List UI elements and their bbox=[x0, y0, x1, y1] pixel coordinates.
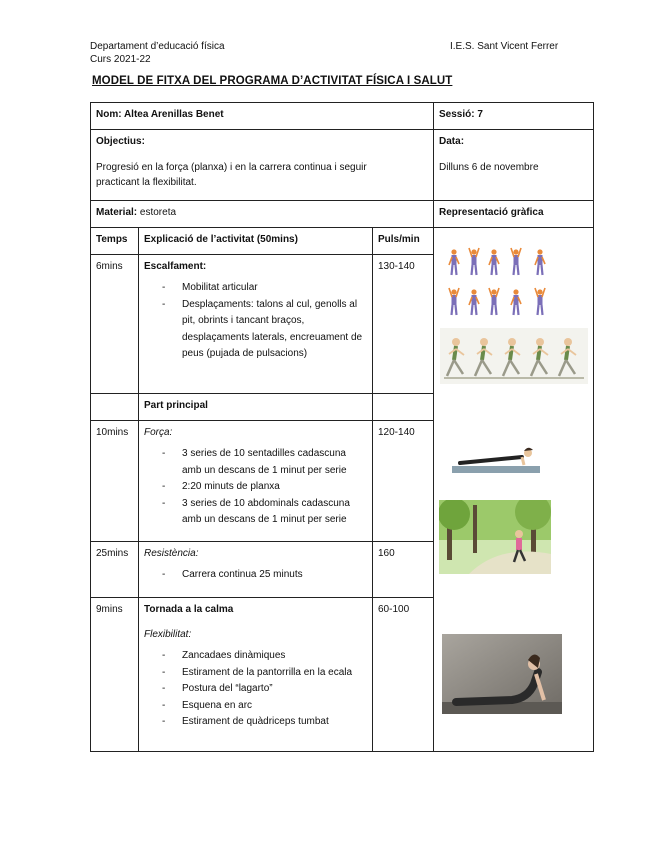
warmup-figure bbox=[449, 288, 459, 315]
warmup-figure bbox=[489, 288, 499, 315]
col-pulse-header: Puls/min bbox=[373, 228, 434, 255]
list-item: - 3 series de 10 sentadilles cadascuna amb un descans de 1 minut per serie bbox=[182, 446, 367, 479]
warmup-exercise-figures bbox=[446, 244, 562, 324]
col-time-header: Temps bbox=[91, 228, 139, 255]
date-label: Data: bbox=[439, 136, 465, 147]
endurance-list bbox=[144, 567, 367, 584]
department-label: Departament d’educació física bbox=[90, 41, 225, 52]
warmup-figure bbox=[489, 249, 499, 275]
warmup-cell bbox=[139, 255, 373, 394]
running-sequence-image bbox=[440, 328, 588, 384]
list-item: - Carrera continua 25 minuts bbox=[182, 567, 367, 584]
endurance-pulse: 160 bbox=[373, 542, 434, 598]
strength-pulse: 120-140 bbox=[373, 421, 434, 542]
warmup-list bbox=[144, 280, 367, 363]
warmup-pulse: 130-140 bbox=[373, 255, 434, 394]
graphic-column bbox=[434, 228, 594, 752]
cooldown-title: Tornada a la calma bbox=[144, 604, 234, 615]
strength-title: Força: bbox=[144, 427, 173, 438]
col-explanation-header bbox=[139, 228, 373, 255]
session-number: Sessió: 7 bbox=[434, 103, 594, 130]
material-label: Material: bbox=[96, 207, 138, 218]
strength-list bbox=[144, 446, 367, 529]
school-label: I.E.S. Sant Vicent Ferrer bbox=[450, 41, 559, 52]
objectives-cell bbox=[91, 130, 434, 201]
strength-cell bbox=[139, 421, 373, 542]
material-value: estoreta bbox=[137, 207, 177, 218]
list-item: - 2:20 minuts de planxa bbox=[182, 479, 367, 496]
endurance-title: Resistència: bbox=[144, 548, 199, 559]
endurance-cell bbox=[139, 542, 373, 598]
date-cell bbox=[434, 130, 594, 201]
warmup-figure bbox=[535, 249, 545, 275]
list-item: - Desplaçaments: talons al cul, genolls al pit, obrints i tancant braços, desplaçaments laterals, encreuament de peus (pujada de pulsacions) bbox=[182, 297, 367, 363]
list-item: - Estirament de quàdriceps tumbat bbox=[182, 714, 367, 731]
cooldown-list bbox=[144, 648, 367, 731]
date-value: Dilluns 6 de novembre bbox=[439, 162, 539, 173]
col-explanation-prefix: Explicació de l’activitat ( bbox=[144, 234, 261, 245]
warmup-figure bbox=[511, 289, 521, 315]
list-item: - Mobilitat articular bbox=[182, 280, 367, 297]
plank-exercise-image bbox=[452, 444, 540, 474]
warmup-figure bbox=[449, 249, 459, 275]
cobra-stretch-image bbox=[442, 634, 562, 714]
document-title: MODEL DE FITXA DEL PROGRAMA D’ACTIVITAT FÍSICA I SALUT bbox=[92, 75, 453, 87]
warmup-time: 6mins bbox=[91, 255, 139, 394]
cooldown-cell bbox=[139, 598, 373, 752]
warmup-figure bbox=[469, 248, 479, 275]
list-item: - Zancadaes dinàmiques bbox=[182, 648, 367, 665]
material-cell bbox=[91, 201, 434, 228]
list-item: - Postura del “lagarto” bbox=[182, 681, 367, 698]
main-part-title: Part principal bbox=[139, 394, 373, 421]
student-name: Nom: Altea Arenillas Benet bbox=[91, 103, 434, 130]
warmup-figure bbox=[511, 248, 521, 275]
activity-sheet-table bbox=[90, 102, 594, 752]
flexibility-subtitle: Flexibilitat: bbox=[144, 629, 192, 640]
park-running-image bbox=[439, 500, 551, 574]
col-explanation-duration: 50 bbox=[260, 234, 272, 245]
endurance-time: 25mins bbox=[91, 542, 139, 598]
graphic-label: Representació gràfica bbox=[434, 201, 594, 228]
warmup-figure bbox=[535, 288, 545, 315]
col-explanation-suffix: mins) bbox=[271, 234, 298, 245]
objectives-label: Objectius: bbox=[96, 136, 145, 147]
course-label: Curs 2021-22 bbox=[90, 54, 151, 65]
warmup-title: Escalfament: bbox=[144, 261, 207, 272]
list-item: - Estirament de la pantorrilla en la ecala bbox=[182, 665, 367, 682]
strength-time: 10mins bbox=[91, 421, 139, 542]
cooldown-pulse: 60-100 bbox=[373, 598, 434, 752]
main-pulse bbox=[373, 394, 434, 421]
list-item: - Esquena en arc bbox=[182, 698, 367, 715]
objectives-text: Progresió en la força (planxa) i en la carrera continua i seguir practicant la flexibilitat. bbox=[96, 162, 367, 188]
main-time bbox=[91, 394, 139, 421]
warmup-figure bbox=[469, 289, 479, 315]
list-item: - 3 series de 10 abdominals cadascuna amb un descans de 1 minut per serie bbox=[182, 496, 367, 529]
cooldown-time: 9mins bbox=[91, 598, 139, 752]
